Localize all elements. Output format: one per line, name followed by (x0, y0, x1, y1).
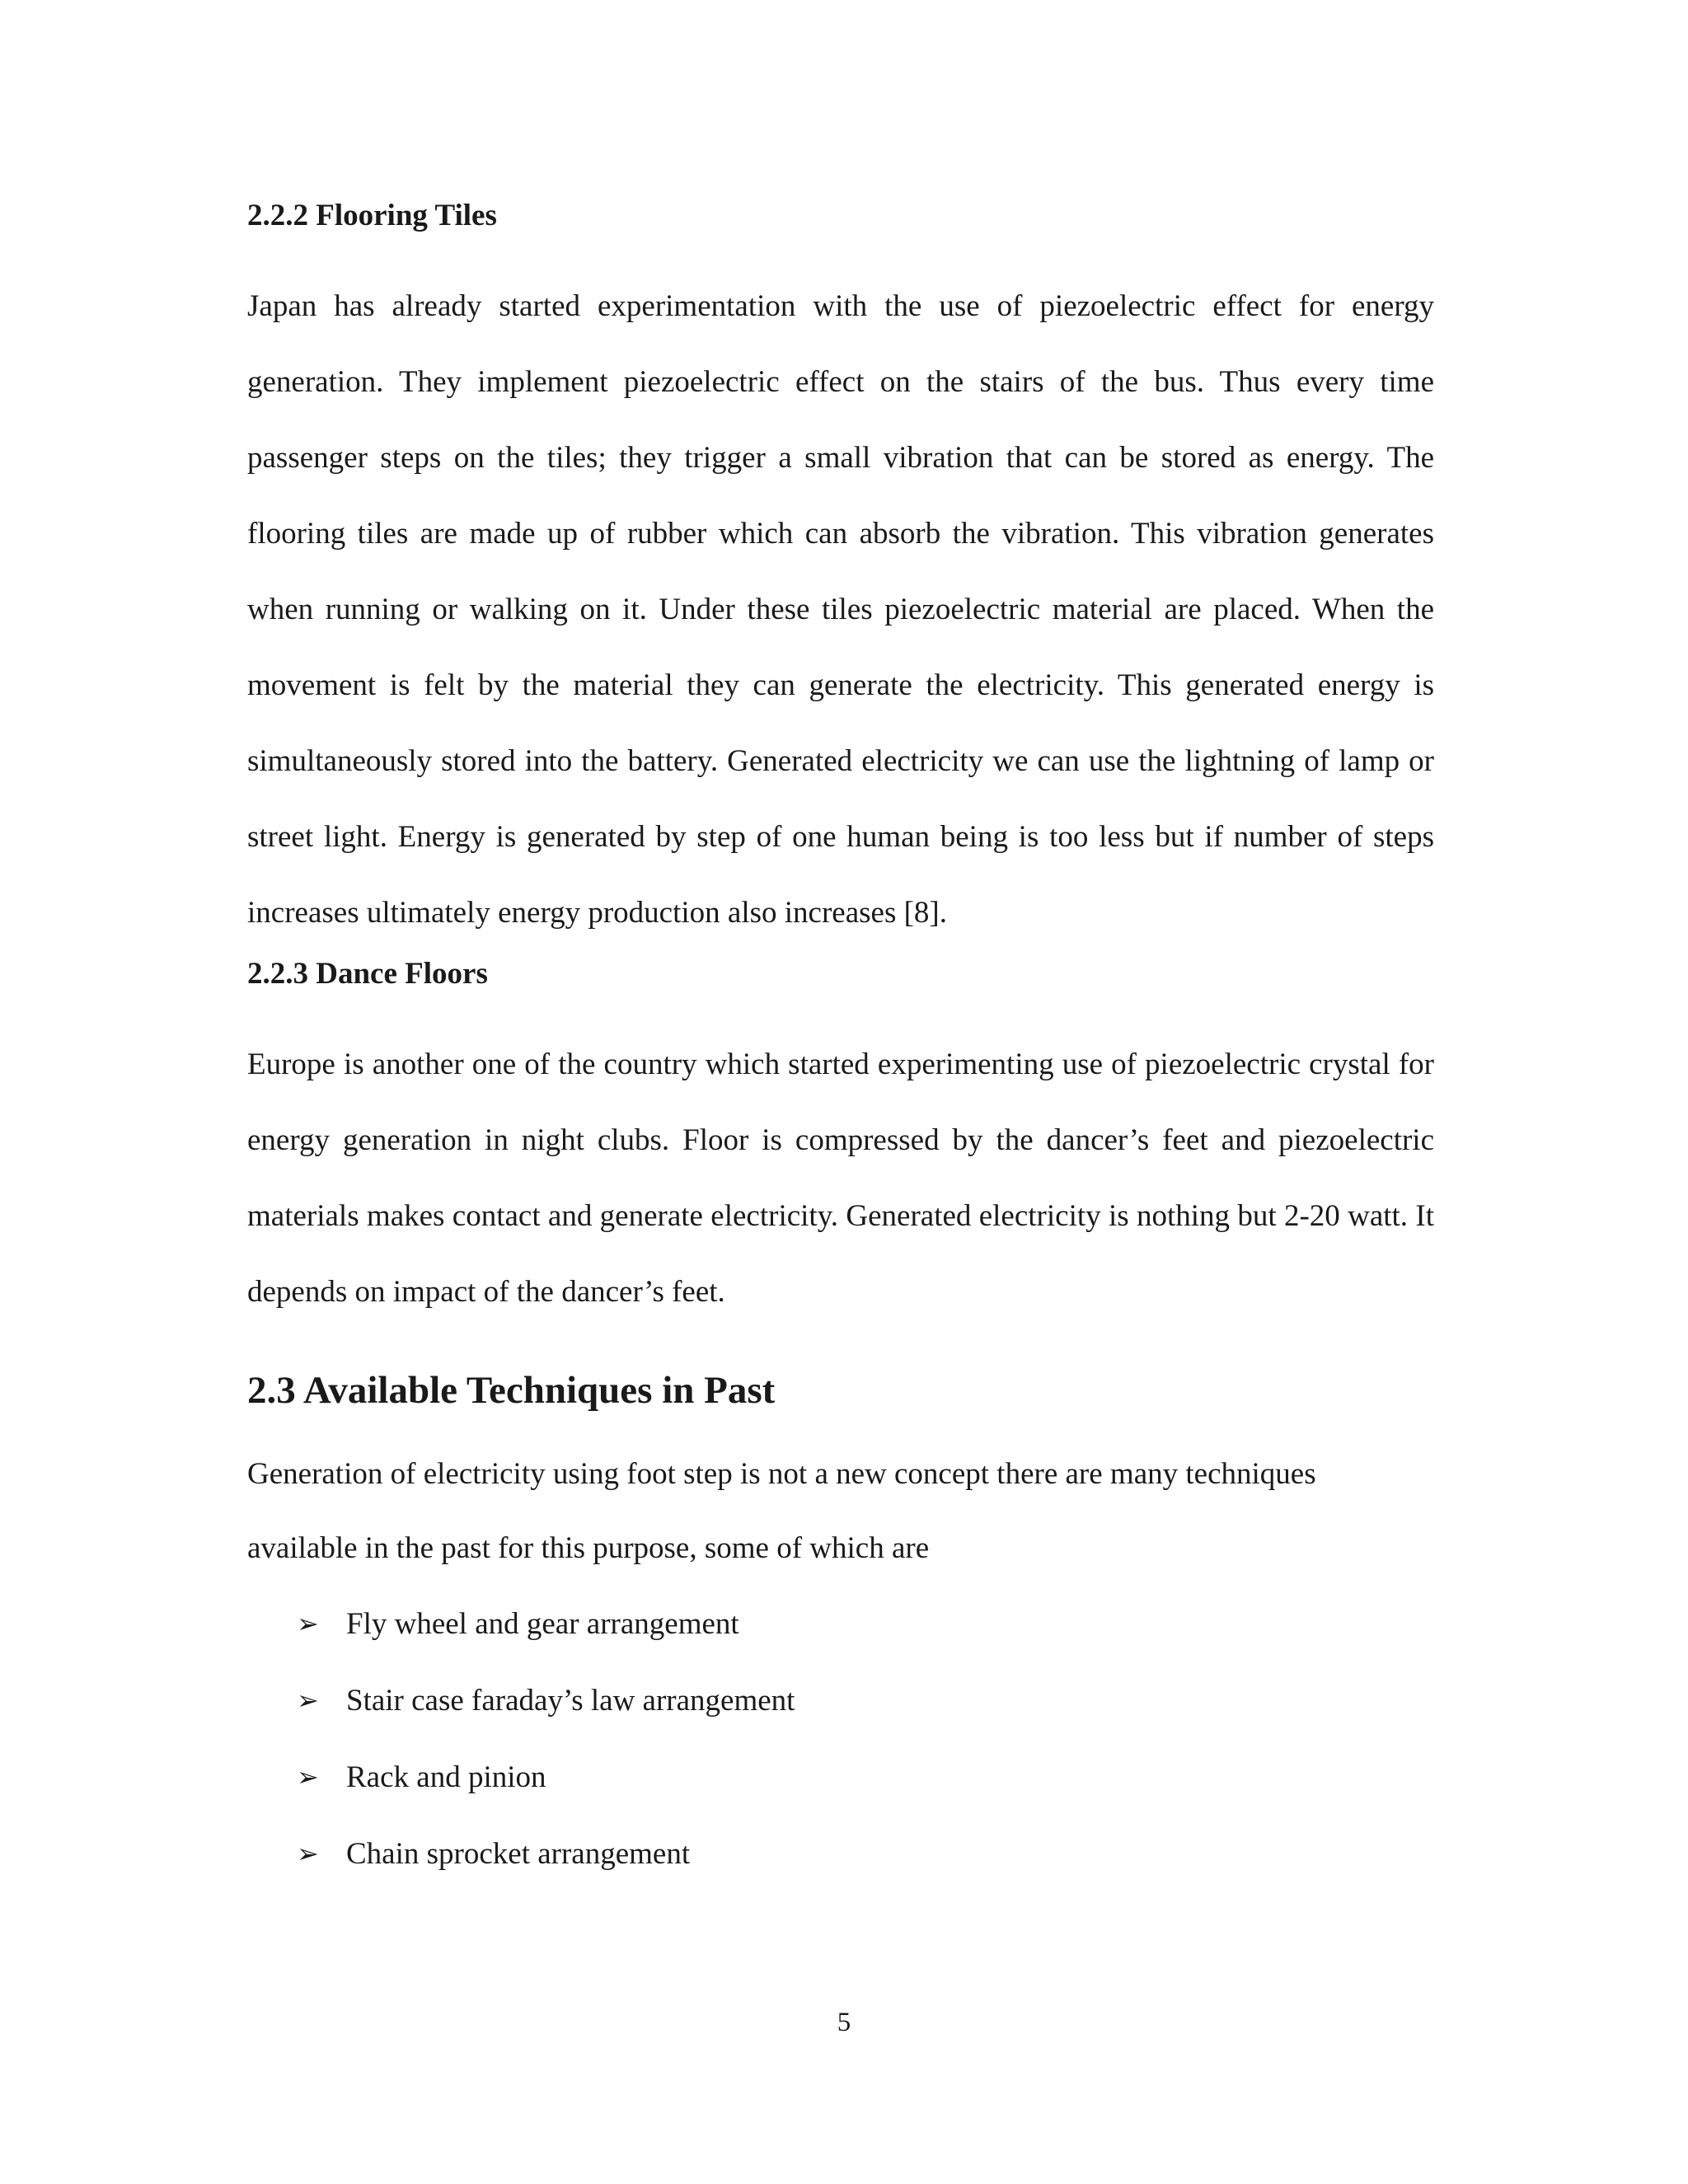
heading-flooring-tiles: 2.2.2 Flooring Tiles (247, 199, 497, 232)
arrow-bullet-icon: ➢ (297, 1761, 319, 1793)
list-item-text: Stair case faraday’s law arrangement (346, 1684, 795, 1718)
page-number: 5 (837, 2008, 851, 2037)
arrow-bullet-icon: ➢ (297, 1608, 319, 1639)
paragraph-dance-floors: Europe is another one of the country which started experimenting use of piezoelectric crystal for energy generation in night clubs. Floor is compressed by the dancer’s feet and piezoelectric materials makes contact and generate electricity. Generated electricity is nothing but 2-20 watt. It depends on impact of the dancer’s feet. (247, 1047, 1434, 1309)
list-item (297, 1816, 1434, 1892)
paragraph-flooring-tiles: Japan has already started experimentation with the use of piezoelectric effect for energy generation. They implement piezoelectric effect on the stairs of the bus. Thus every time passenger steps on the tiles; they trigger a small vibration that can be stored as energy. The flooring tiles are made up of rubber which can absorb the vibration. This vibration generates when running or walking on it. Under these tiles piezoelectric material are placed. When the movement is felt by the material they can generate the electricity. This generated energy is simultaneously stored into the battery. Generated electricity we can use the lightning of lamp or street light. Energy is generated by step of one human being is too less but if number of steps increases ultimately energy production also increases [8]. (247, 289, 1434, 930)
list-item (297, 1739, 1434, 1816)
list-item-text: Rack and pinion (346, 1760, 546, 1794)
arrow-bullet-icon: ➢ (297, 1838, 319, 1869)
list-item-text: Fly wheel and gear arrangement (346, 1607, 739, 1641)
arrow-bullet-icon: ➢ (297, 1685, 319, 1716)
list-item (297, 1586, 1434, 1662)
intro-line-1: Generation of electricity using foot step is not a new concept there are many techniques (247, 1457, 1316, 1491)
heading-available-techniques: 2.3 Available Techniques in Past (247, 1369, 776, 1412)
page-content (247, 194, 1434, 1892)
heading-dance-floors: 2.2.3 Dance Floors (247, 957, 488, 991)
list-item (297, 1662, 1434, 1739)
list-item-text: Chain sprocket arrangement (346, 1837, 691, 1871)
intro-line-2: available in the past for this purpose, some of which are (247, 1531, 930, 1565)
techniques-list (247, 1586, 1434, 1892)
